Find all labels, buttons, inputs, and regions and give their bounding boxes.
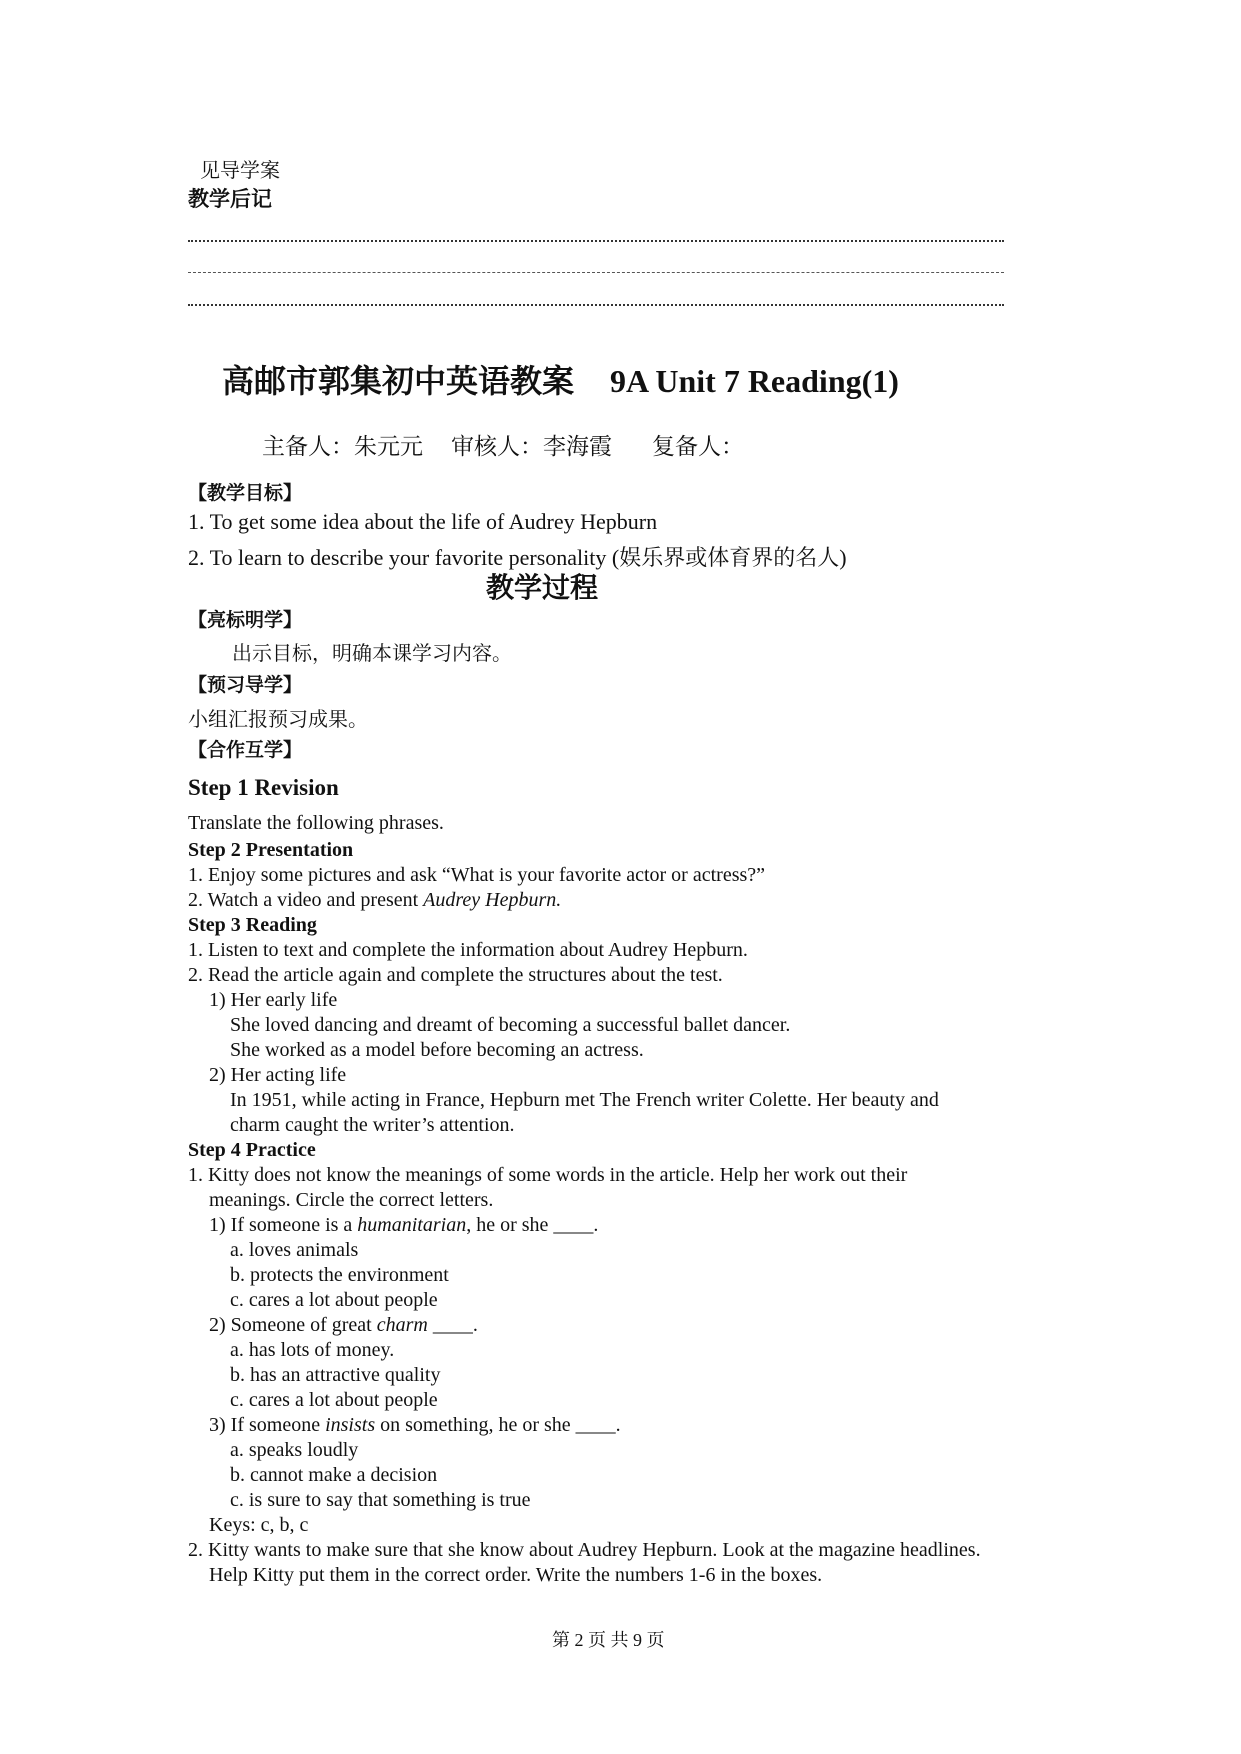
q3-option-c: c. is sure to say that something is true [230,1489,531,1511]
dotted-line-3 [188,304,1004,306]
step3-early-life: 1) Her early life [209,989,338,1011]
step3-early-life-2: She worked as a model before becoming an actress. [230,1039,644,1061]
yuxi-text: 小组汇报预习成果。 [188,709,368,731]
liangbiao-heading: 【亮标明学】 [188,609,303,631]
step4-intro-1: 1. Kitty does not know the meanings of some words in the article. Help her work out their [188,1164,908,1186]
step2-line-2: 2. Watch a video and present Audrey Hepburn. [188,889,562,911]
question-3: 3) If someone insists on something, he or she ____. [209,1414,621,1436]
dotted-line-1 [188,240,1004,242]
backup-author: 复备人： [652,434,744,459]
step3-heading: Step 3 Reading [188,914,317,936]
yuxi-heading: 【预习导学】 [188,674,303,696]
q3-option-b: b. cannot make a decision [230,1464,438,1486]
step3-line-2: 2. Read the article again and complete the structures about the test. [188,964,723,986]
objectives-heading: 【教学目标】 [188,482,303,504]
audrey-hepburn-italic: Audrey Hepburn. [423,889,562,911]
step3-early-life-1: She loved dancing and dreamt of becoming a successful ballet dancer. [230,1014,791,1036]
word-charm: charm [376,1314,428,1336]
step1-heading: Step 1 Revision [188,775,339,800]
afterword-heading: 教学后记 [188,187,272,211]
document-title [222,356,899,402]
dotted-line-2 [188,272,1004,273]
step2-heading: Step 2 Presentation [188,839,354,861]
q2-option-b: b. has an attractive quality [230,1364,441,1386]
title-school: 高邮市郭集初中英语教案 [222,363,575,399]
see-guide-note: 见导学案 [200,160,280,182]
q1-option-c: c. cares a lot about people [230,1289,438,1311]
word-humanitarian: humanitarian [357,1214,467,1236]
liangbiao-text: 出示目标，明确本课学习内容。 [232,643,512,665]
step2-line-1: 1. Enjoy some pictures and ask “What is your favorite actor or actress?” [188,864,766,886]
step3-line-1: 1. Listen to text and complete the information about Audrey Hepburn. [188,939,748,961]
question-2: 2) Someone of great charm ____. [209,1314,478,1336]
q2-option-c: c. cares a lot about people [230,1389,438,1411]
task2-line-1: 2. Kitty wants to make sure that she know about Audrey Hepburn. Look at the magazine headlines. [188,1539,981,1561]
title-unit: 9A Unit 7 Reading(1) [610,363,899,399]
page-footer: 第 2 页 共 9 页 [552,1630,665,1650]
reviewer: 审核人：李海霞 [451,434,612,459]
q3-option-a: a. speaks loudly [230,1439,359,1461]
authors-line [262,428,744,461]
objective-2: 2. To learn to describe your favorite personality (娱乐界或体育界的名人) [188,545,847,570]
step3-acting-life: 2) Her acting life [209,1064,347,1086]
q1-option-a: a. loves animals [230,1239,359,1261]
answer-keys: Keys: c, b, c [209,1514,309,1536]
step3-acting-life-1: In 1951, while acting in France, Hepburn met The French writer Colette. Her beauty and [230,1089,939,1111]
hezuo-heading: 【合作互学】 [188,739,303,761]
q2-option-a: a. has lots of money. [230,1339,395,1361]
objective-1: 1. To get some idea about the life of Audrey Hepburn [188,509,658,534]
step3-acting-life-2: charm caught the writer’s attention. [230,1114,515,1136]
step1-text: Translate the following phrases. [188,812,444,834]
main-author: 主备人：朱元元 [262,434,423,459]
step4-heading: Step 4 Practice [188,1139,316,1161]
process-heading: 教学过程 [486,571,599,604]
task2-line-2: Help Kitty put them in the correct order. Write the numbers 1-6 in the boxes. [209,1564,823,1586]
step4-intro-2: meanings. Circle the correct letters. [209,1189,494,1211]
q1-option-b: b. protects the environment [230,1264,449,1286]
word-insists: insists [325,1414,376,1436]
question-1: 1) If someone is a humanitarian, he or she ____. [209,1214,599,1236]
